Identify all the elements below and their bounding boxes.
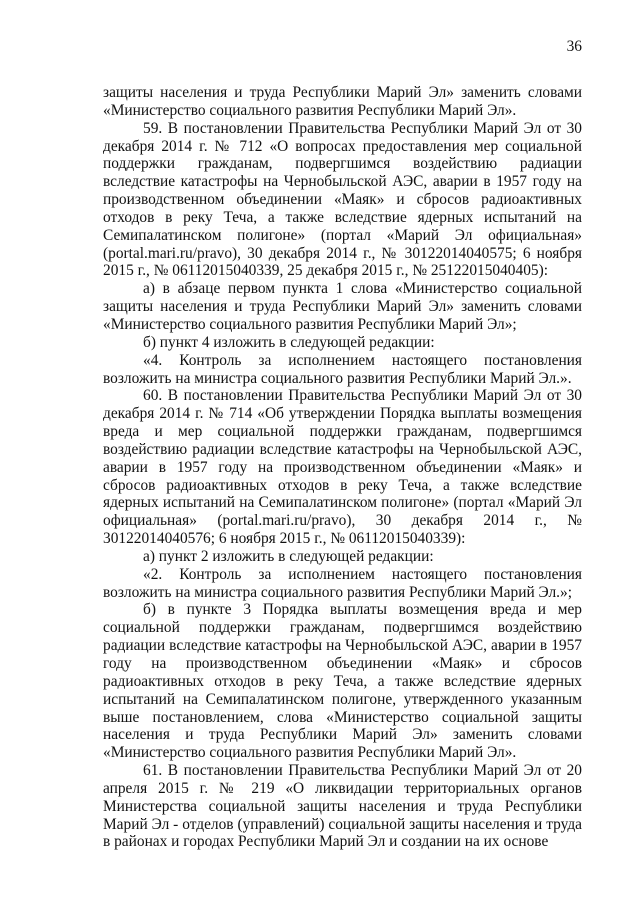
paragraph: защиты населения и труда Республики Марий Эл» заменить словами «Министерство социального развития Республики Марий Эл». — [103, 84, 582, 119]
paragraph: 60. В постановлении Правительства Республики Марий Эл от 30 декабря 2014 г. № 714 «Об утверждении Порядка выплаты возмещения вреда и мер социальной поддержки гражданам, подвергшимся воздействию радиации вследствие катастрофы на Чернобыльской АЭС, аварии в 1957 году на производственном объединении «Маяк» и сбросов радиоактивных отходов в реку Теча, а также вследствие ядерных испытаний на Семипалатинском полигоне» (портал «Марий Эл официальная» (portal.mari.ru/pravo), 30 декабря 2014 г., № 30122014040576; 6 ноября 2015 г., № 06112015040339): — [103, 387, 582, 548]
paragraph: «2. Контроль за исполнением настоящего постановления возложить на министра социального развития Республики Марий Эл.»; — [103, 565, 582, 601]
page-number: 36 — [566, 38, 582, 55]
paragraph: «4. Контроль за исполнением настоящего постановления возложить на министра социального развития Республики Марий Эл.». — [103, 351, 582, 387]
paragraph: 59. В постановлении Правительства Республики Марий Эл от 30 декабря 2014 г. № 712 «О вопросах предоставления мер социальной поддержки гражданам, подвергшимся воздействию радиации вследствие катастрофы на Чернобыльской АЭС, аварии в 1957 году на производственном объединении «Маяк» и сбросов радиоактивных отходов в реку Теча, а также вследствие ядерных испытаний на Семипалатинском полигоне» (портал «Марий Эл официальная» (portal.mari.ru/pravo), 30 декабря 2014 г., № 30122014040575; 6 ноября 2015 г., № 06112015040339, 25 декабря 2015 г., № 25122015040405): — [103, 119, 582, 280]
paragraph: б) в пункте 3 Порядка выплаты возмещения вреда и мер социальной поддержки гражданам, подвергшимся воздействию радиации вследствие катастрофы на Чернобыльской АЭС, аварии в 1957 году на производственном объединении «Маяк» и сбросов радиоактивных отходов в реку Теча, а также вследствие ядерных испытаний на Семипалатинском полигоне, утвержденного указанным выше постановлением, слова «Министерство социальной защиты населения и труда Республики Марий Эл» заменить словами «Министерство социального развития Республики Марий Эл». — [103, 601, 582, 762]
paragraph: 61. В постановлении Правительства Республики Марий Эл от 20 апреля 2015 г. № 219 «О ликвидации территориальных органов Министерства социальной защиты населения и труда Республики Марий Эл - отделов (управлений) социальной защиты населения и труда в районах и городах Республики Марий Эл и создании на их основе — [103, 762, 582, 851]
paragraph: а) в абзаце первом пункта 1 слова «Министерство социальной защиты населения и труда Республики Марий Эл» заменить словами «Министерство социального развития Республики Марий Эл»; — [103, 280, 582, 333]
document-body — [103, 84, 582, 851]
paragraph: а) пункт 2 изложить в следующей редакции: — [143, 547, 434, 565]
paragraph: б) пункт 4 изложить в следующей редакции: — [143, 333, 435, 351]
